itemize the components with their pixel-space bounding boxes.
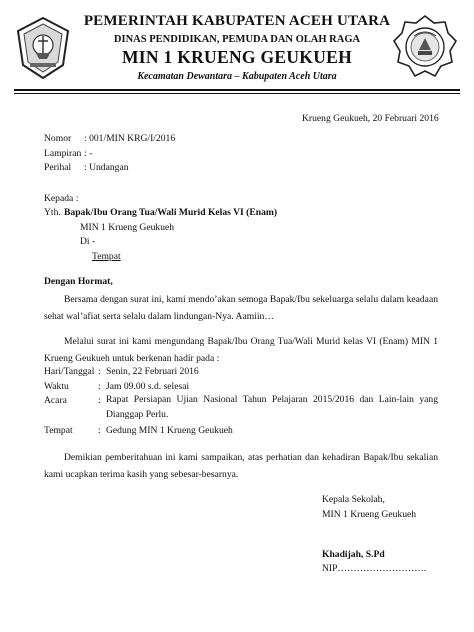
recipient-di: Di - [80,236,96,247]
detail-value: Gedung MIN 1 Krueng Geukueh [106,425,233,436]
lampiran-value: : - [84,148,93,159]
salutation: Dengan Hormat, [44,276,113,287]
detail-separator: : [98,395,101,406]
detail-label: Acara [44,395,67,406]
nomor-label: Nomor [44,133,72,144]
lampiran-label: Lampiran [44,148,82,159]
signature-name: Khadijah, S.Pd [322,549,385,560]
signature-school: MIN 1 Krueng Geukueh [322,509,417,520]
closing-paragraph: Demikian pemberitahuan ini kami sampaikan, atas perhatian dan kehadiran Bapak/Ibu sekalian kami ucapkan terima kasih yang sebesar-besarnya. [44,452,438,480]
detail-label: Hari/Tanggal [44,366,95,377]
detail-value: Rapat Persiapan Ujian Nasional Tahun Pelajaran 2015/2016 dan Lain-lain yang Dianggap Perlu. [106,394,438,420]
detail-separator: : [98,425,101,436]
recipient-school: MIN 1 Krueng Geukueh [80,222,175,233]
signature-title: Kepala Sekolah, [322,494,385,505]
detail-separator: : [98,381,101,392]
invitation-paragraph: Melalui surat ini kami mengundang Bapak/Ibu Orang Tua/Wali Murid kelas VI (Enam) MIN 1 Krueng Geukueh untuk berkenan hadir pada : [44,336,438,364]
header-divider-thick [14,89,460,91]
opening-paragraph: Bersama dengan surat ini, kami mendo’akan semoga Bapak/Ibu sekeluarga selalu dalam keadaan sehat wal’afiat serta selalu dalam lindungan-Nya. Aamiin… [44,294,438,322]
perihal-value: : Undangan [84,162,129,173]
detail-label: Waktu [44,381,69,392]
detail-separator: : [98,366,101,377]
detail-value: Senin, 22 Februari 2016 [106,366,199,377]
perihal-label: Perihal [44,162,72,173]
recipient-name: Bapak/Ibu Orang Tua/Wali Murid Kelas VI (Enam) [64,207,278,218]
header-school-name: MIN 1 KRUENG GEUKUEH [121,47,353,67]
recipient-yth: Yth. [44,207,61,218]
header-address: Kecamatan Dewantara – Kabupaten Aceh Utara [137,71,337,82]
signature-nip: NIP………………………. [322,563,427,574]
header-government-name: PEMERINTAH KABUPATEN ACEH UTARA [83,13,391,29]
nomor-value: : 001/MIN KRG/I/2016 [84,133,176,144]
detail-value: Jam 09.00 s.d. selesai [106,381,190,392]
header-department-name: DINAS PENDIDIKAN, PEMUDA DAN OLAH RAGA [113,34,361,45]
recipient-kepada: Kepada : [44,193,79,204]
detail-label: Tempat [44,425,73,436]
header-divider-thin [14,93,460,94]
letter-date: Krueng Geukueh, 20 Februari 2016 [302,113,439,124]
recipient-tempat: Tempat [92,251,121,262]
